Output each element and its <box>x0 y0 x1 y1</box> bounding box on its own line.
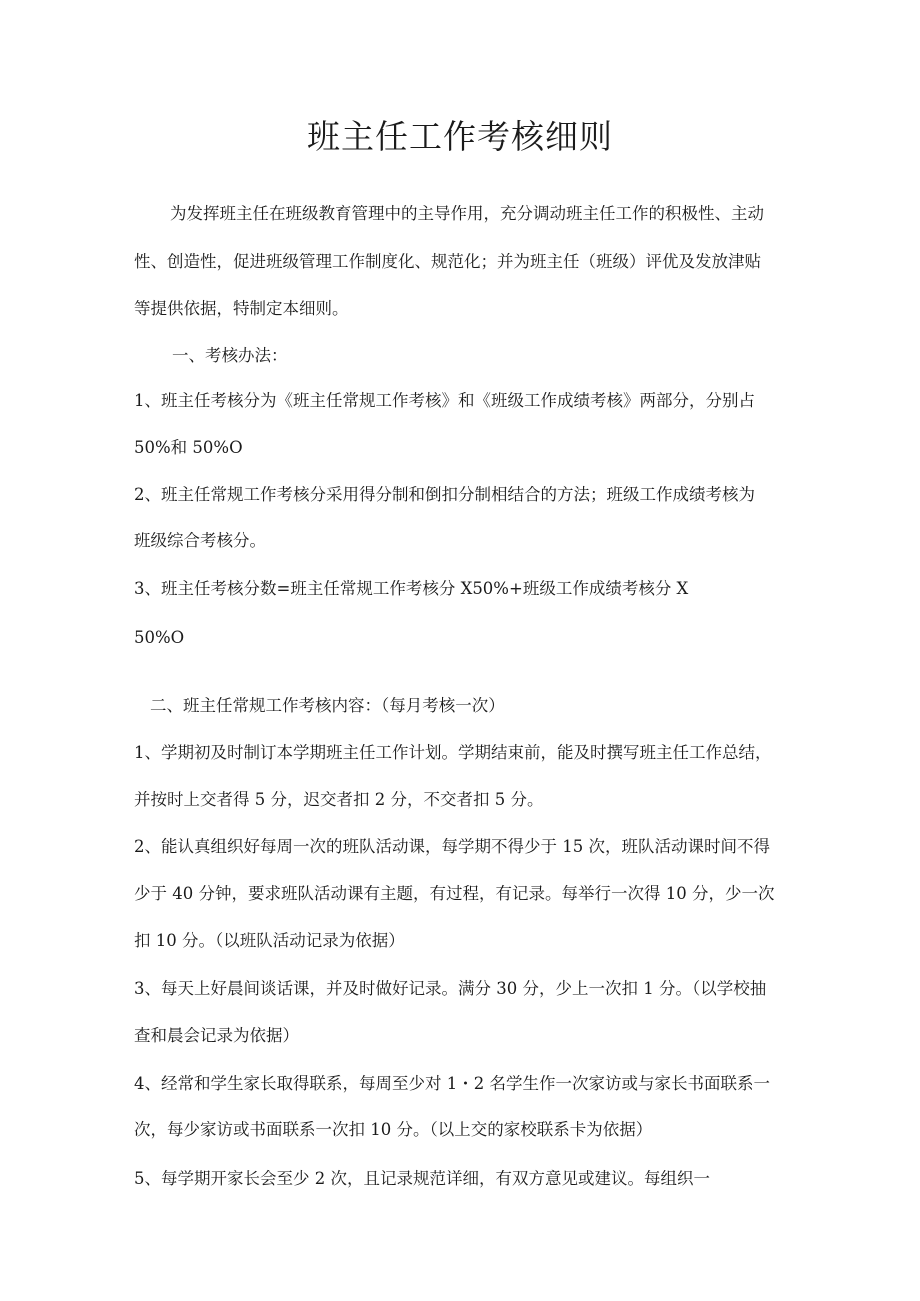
section2-line-5: 扣 10 分。（以班队活动记录为依据） <box>134 931 405 950</box>
section2-line-6: 3、每天上好晨间谈话课，并及时做好记录。满分 30 分，少上一次扣 1 分。（以学校抽 <box>134 979 767 998</box>
section1-heading: 一、考核办法： <box>172 346 288 365</box>
section2-line-8: 4、经常和学生家长取得联系，每周至少对 1・2 名学生作一次家访或与家长书面联系一 <box>134 1074 770 1093</box>
section2-line-3: 2、能认真组织好每周一次的班队活动课，每学期不得少于 15 次，班队活动课时间不得 <box>134 837 770 856</box>
intro-line-3: 等提供依据，特制定本细则。 <box>134 299 349 318</box>
section2-heading: 二、班主任常规工作考核内容：（每月考核一次） <box>150 696 505 715</box>
intro-line-2: 性、创造性，促进班级管理工作制度化、规范化；并为班主任（班级）评优及发放津贴 <box>134 252 761 271</box>
section2-line-10: 5、每学期开家长会至少 2 次，且记录规范详细，有双方意见或建议。每组织一 <box>134 1169 710 1188</box>
section2-line-1: 1、学期初及时制订本学期班主任工作计划。学期结束前，能及时撰写班主任工作总结， <box>134 743 772 762</box>
section2-line-7: 查和晨会记录为依据） <box>134 1026 299 1045</box>
section1-line-3: 2、班主任常规工作考核分采用得分制和倒扣分制相结合的方法；班级工作成绩考核为 <box>134 485 755 504</box>
section2-line-4: 少于 40 分钟，要求班队活动课有主题，有过程，有记录。每举行一次得 10 分，少一次 <box>134 884 775 903</box>
section1-line-5: 3、班主任考核分数=班主任常规工作考核分 X50%+班级工作成绩考核分 X <box>134 579 689 598</box>
section1-line-6: 50%O <box>134 628 185 647</box>
section2-line-2: 并按时上交者得 5 分，迟交者扣 2 分，不交者扣 5 分。 <box>134 790 544 809</box>
document-title: 班主任工作考核细则 <box>307 117 613 156</box>
section1-line-1: 1、班主任考核分为《班主任常规工作考核》和《班级工作成绩考核》两部分，分别占 <box>134 391 755 410</box>
section2-line-9: 次，每少家访或书面联系一次扣 10 分。（以上交的家校联系卡为依据） <box>134 1120 653 1139</box>
intro-line-1: 为发挥班主任在班级教育管理中的主导作用，充分调动班主任工作的积极性、主动 <box>170 204 764 223</box>
section1-line-2: 50%和 50%O <box>134 438 243 457</box>
section1-line-4: 班级综合考核分。 <box>134 531 266 550</box>
